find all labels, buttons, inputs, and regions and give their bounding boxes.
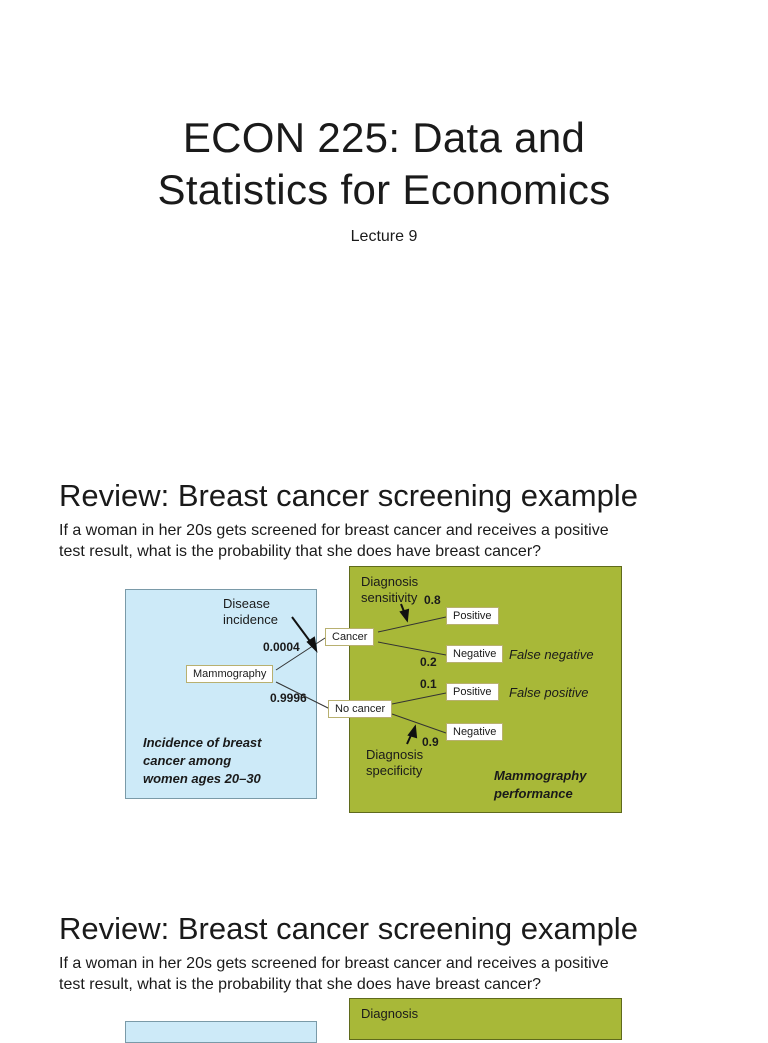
slide2-question-line2: test result, what is the probability that she does have breast cancer? [59, 543, 542, 560]
mammography-node: Mammography [186, 665, 273, 683]
slide3-diagnosis-label: Diagnosis [361, 1006, 419, 1021]
slide2-question-line1: If a woman in her 20s gets screened for breast cancer and receives a positive [59, 522, 609, 539]
specificity-label [366, 747, 423, 779]
p-specificity: 0.9 [422, 735, 439, 749]
incidence-caption-line2: cancer among [143, 753, 232, 768]
slide-title-line2: Statistics for Economics [157, 166, 611, 213]
slide3-incidence-box [125, 1021, 317, 1043]
false-positive-label: False positive [509, 685, 589, 700]
p-sensitivity: 0.8 [424, 593, 441, 607]
p-false-positive: 0.1 [420, 677, 437, 691]
slide3-question-line1: If a woman in her 20s gets screened for breast cancer and receives a positive [59, 955, 609, 972]
slide-title-line1: ECON 225: Data and [182, 114, 586, 161]
positive-node-nocancer: Positive [446, 683, 499, 701]
specificity-line2: specificity [366, 763, 423, 778]
cancer-node: Cancer [325, 628, 374, 646]
performance-caption-line2: performance [494, 786, 573, 801]
performance-caption-line1: Mammography [494, 768, 587, 783]
false-negative-label: False negative [509, 647, 594, 662]
sensitivity-label [361, 574, 418, 606]
incidence-caption [143, 734, 261, 788]
p-cancer: 0.0004 [263, 640, 300, 654]
disease-incidence-label [223, 596, 278, 628]
disease-incidence-line1: Disease [223, 596, 270, 611]
no-cancer-node: No cancer [328, 700, 392, 718]
incidence-caption-line1: Incidence of breast [143, 735, 262, 750]
slide3-question [59, 953, 699, 995]
sensitivity-line2: sensitivity [361, 590, 418, 605]
performance-caption [494, 767, 586, 803]
negative-node-nocancer: Negative [446, 723, 503, 741]
disease-incidence-line2: incidence [223, 612, 278, 627]
p-false-negative: 0.2 [420, 655, 437, 669]
negative-node-cancer: Negative [446, 645, 503, 663]
incidence-caption-line3: women ages 20–30 [143, 771, 261, 786]
slide-subtitle: Lecture 9 [350, 228, 418, 245]
p-no-cancer: 0.9996 [270, 691, 307, 705]
slide2-heading: Review: Breast cancer screening example [59, 478, 638, 513]
sensitivity-line1: Diagnosis [361, 574, 419, 589]
slide3-heading: Review: Breast cancer screening example [59, 911, 638, 946]
positive-node-cancer: Positive [446, 607, 499, 625]
specificity-line1: Diagnosis [366, 747, 424, 762]
slide3-question-line2: test result, what is the probability that she does have breast cancer? [59, 976, 542, 993]
